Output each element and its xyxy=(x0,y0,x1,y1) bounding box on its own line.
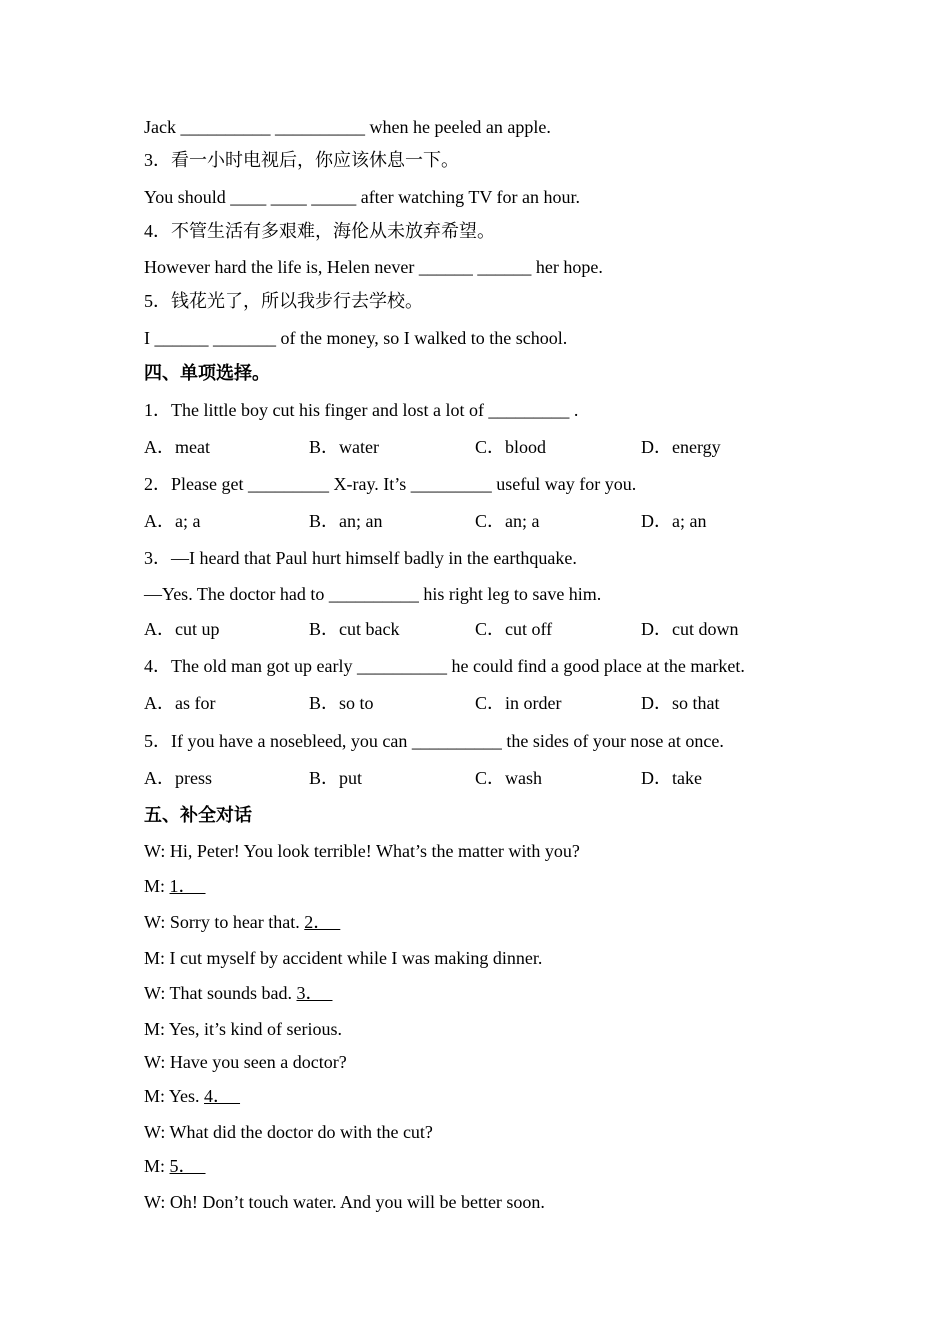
mc-q3-option-d[interactable]: D．cut down xyxy=(641,619,739,639)
mc-q2-option-b[interactable]: B．an; an xyxy=(309,511,383,531)
dialogue-line-7: W: Have you seen a doctor? xyxy=(144,1052,347,1072)
dialogue-blank-3[interactable]: 3． xyxy=(296,983,333,1003)
dialogue-line-8: M: Yes. 4． xyxy=(144,1086,241,1106)
translation-prompt-4: 4．不管生活有多艰难，海伦从未放弃希望。 xyxy=(144,221,495,241)
mc-q4-option-b[interactable]: B．so to xyxy=(309,693,374,713)
mc-q1-option-c[interactable]: C．blood xyxy=(475,437,547,457)
mc-q3-option-c[interactable]: C．cut off xyxy=(475,619,553,639)
mc-q4-option-a[interactable]: A．as for xyxy=(144,693,216,713)
translation-answer-line-3: You should ____ ____ _____ after watching TV for an hour. xyxy=(144,187,580,207)
dialogue-blank-2[interactable]: 2． xyxy=(304,912,341,932)
dialogue-line-4: M: I cut myself by accident while I was making dinner. xyxy=(144,948,543,968)
mc-q2-option-d[interactable]: D．a; an xyxy=(641,511,707,531)
dialogue-line-2: M: 1． xyxy=(144,876,206,896)
mc-question-5-stem: 5．If you have a nosebleed, you can __________ the sides of your nose at once. xyxy=(144,731,724,751)
mc-q5-option-a[interactable]: A．press xyxy=(144,768,212,788)
mc-q2-option-a[interactable]: A．a; a xyxy=(144,511,201,531)
mc-q5-option-d[interactable]: D．take xyxy=(641,768,702,788)
mc-q2-option-c[interactable]: C．an; a xyxy=(475,511,540,531)
mc-q5-option-b[interactable]: B．put xyxy=(309,768,363,788)
mc-question-3-stem-line2: —Yes. The doctor had to __________ his right leg to save him. xyxy=(144,584,602,604)
dialogue-line-6: M: Yes, it’s kind of serious. xyxy=(144,1019,343,1039)
mc-question-3-stem: 3．—I heard that Paul hurt himself badly in the earthquake. xyxy=(144,548,577,568)
dialogue-line-5: W: That sounds bad. 3． xyxy=(144,983,333,1003)
mc-q1-option-a[interactable]: A．meat xyxy=(144,437,210,457)
dialogue-line-9: W: What did the doctor do with the cut? xyxy=(144,1122,433,1142)
translation-answer-line-4: However hard the life is, Helen never ______ ______ her hope. xyxy=(144,257,603,277)
translation-prompt-3: 3．看一小时电视后，你应该休息一下。 xyxy=(144,150,459,170)
mc-q3-option-b[interactable]: B．cut back xyxy=(309,619,400,639)
mc-q3-option-a[interactable]: A．cut up xyxy=(144,619,220,639)
mc-q1-option-d[interactable]: D．energy xyxy=(641,437,721,457)
dialogue-blank-1[interactable]: 1． xyxy=(169,876,206,896)
dialogue-line-1: W: Hi, Peter! You look terrible! What’s the matter with you? xyxy=(144,841,580,861)
mc-question-2-stem: 2．Please get _________ X-ray. It’s _________ useful way for you. xyxy=(144,474,637,494)
translation-answer-line-2: Jack __________ __________ when he peeled an apple. xyxy=(144,117,551,137)
mc-q1-option-b[interactable]: B．water xyxy=(309,437,379,457)
section-heading-dialogue: 五、补全对话 xyxy=(144,805,252,825)
translation-answer-line-5: I ______ _______ of the money, so I walked to the school. xyxy=(144,328,568,348)
dialogue-line-3: W: Sorry to hear that. 2． xyxy=(144,912,341,932)
dialogue-line-10: M: 5． xyxy=(144,1156,206,1176)
dialogue-blank-5[interactable]: 5． xyxy=(169,1156,206,1176)
mc-question-1-stem: 1．The little boy cut his finger and lost a lot of _________ . xyxy=(144,400,579,420)
dialogue-blank-4[interactable]: 4． xyxy=(204,1086,241,1106)
translation-prompt-5: 5．钱花光了，所以我步行去学校。 xyxy=(144,291,423,311)
section-heading-multiple-choice: 四、单项选择。 xyxy=(144,363,270,383)
mc-q4-option-d[interactable]: D．so that xyxy=(641,693,720,713)
mc-question-4-stem: 4．The old man got up early __________ he could find a good place at the market. xyxy=(144,656,745,676)
mc-q5-option-c[interactable]: C．wash xyxy=(475,768,542,788)
mc-q4-option-c[interactable]: C．in order xyxy=(475,693,562,713)
dialogue-line-11: W: Oh! Don’t touch water. And you will be better soon. xyxy=(144,1192,545,1212)
